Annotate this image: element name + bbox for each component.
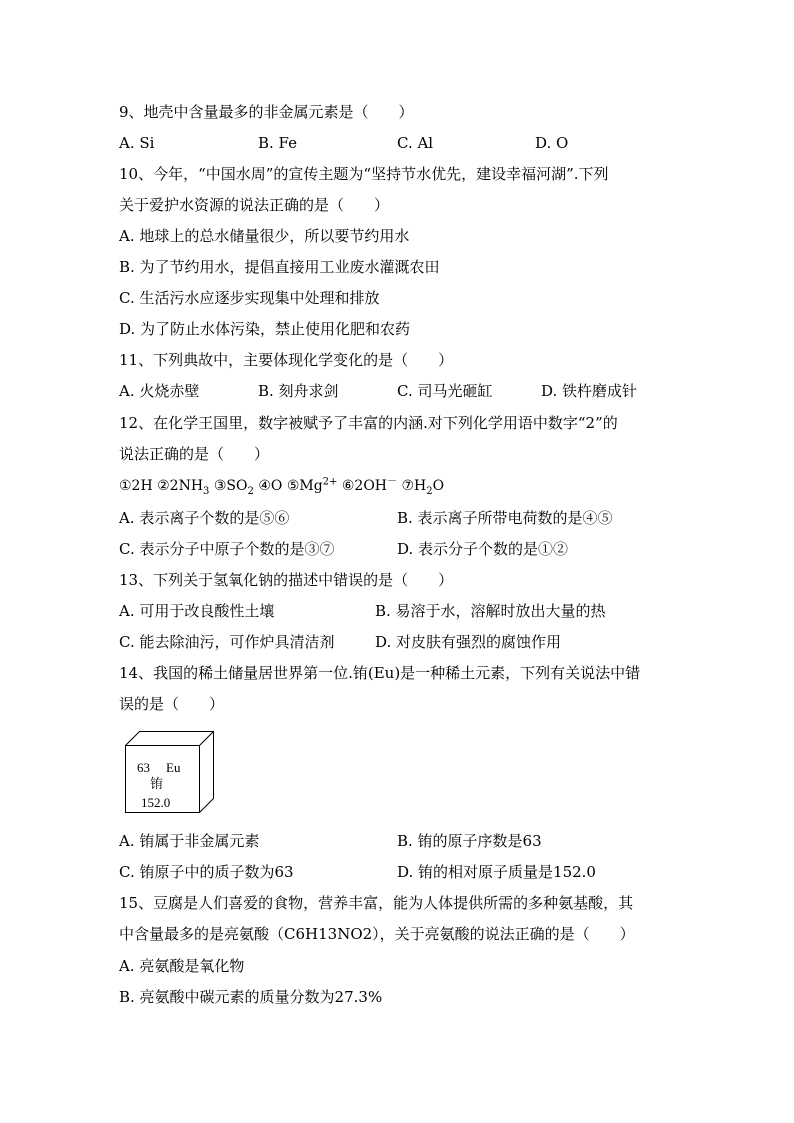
- q15-stem-line-1: 15、豆腐是人们喜爱的食物，营养丰富，能为人体提供所需的多种氨基酸，其: [119, 894, 634, 912]
- q11-option-b: B. 刻舟求剑: [258, 382, 339, 400]
- q11-option-c: C. 司马光砸缸: [397, 382, 493, 400]
- q10-option-d: D. 为了防止水体污染，禁止使用化肥和农药: [119, 320, 411, 338]
- q11-stem: 11、下列典故中，主要体现化学变化的是（ ）: [119, 351, 454, 369]
- q12-symbol-5: $⑤Mg^{2+}$: [286, 476, 338, 494]
- q12-symbol-3: $③SO_2$: [213, 478, 254, 497]
- q12-symbol-1: ①2H: [119, 478, 153, 494]
- q12-symbol-4: ④O: [258, 478, 283, 494]
- q10-stem-line-1: 10、今年，“中国水周”的宣传主题为“坚持节水优先，建设幸福河湖”.下列: [119, 165, 609, 183]
- q13-stem: 13、下列关于氢氧化钠的描述中错误的是（ ）: [119, 571, 454, 589]
- q14-option-a: A. 铕属于非金属元素: [119, 832, 260, 850]
- q12-symbol-7: $⑦H_2O$: [401, 478, 445, 497]
- element-card-atomic-number: 63: [137, 760, 150, 775]
- q14-option-b: B. 铕的原子序数是63: [397, 832, 542, 850]
- q9-option-b: B. Fe: [258, 134, 298, 152]
- q13-option-c: C. 能去除油污，可作炉具清洁剂: [119, 633, 335, 651]
- element-card-atomic-mass: 152.0: [141, 795, 171, 810]
- q11-option-a: A. 火烧赤壁: [119, 382, 200, 400]
- q13-option-a: A. 可用于改良酸性土壤: [119, 602, 275, 620]
- q12-stem-line-1: 12、在化学王国里，数字被赋予了丰富的内涵.对下列化学用语中数字“2”的: [119, 414, 618, 432]
- q9-option-d: D. O: [535, 134, 569, 152]
- q9-option-c: C. Al: [397, 134, 434, 152]
- q12-option-b: B. 表示离子所带电荷数的是④⑤: [397, 509, 613, 527]
- q15-option-a: A. 亮氨酸是氧化物: [119, 957, 245, 975]
- element-card-europium: [119, 729, 215, 821]
- q12-option-d: D. 表示分子个数的是①②: [397, 540, 569, 558]
- element-card-name: 铕: [150, 777, 164, 792]
- q10-stem-line-2: 关于爱护水资源的说法正确的是（ ）: [119, 196, 390, 214]
- q9-stem: 9、地壳中含量最多的非金属元素是（ ）: [119, 103, 414, 121]
- q14-option-c: C. 铕原子中的质子数为63: [119, 863, 294, 881]
- q9-option-a: A. Si: [119, 134, 155, 152]
- q12-symbol-2: $②2NH_3$: [157, 478, 210, 497]
- q14-option-d: D. 铕的相对原子质量是152.0: [397, 863, 596, 881]
- q10-option-a: A. 地球上的总水储量很少，所以要节约用水: [119, 227, 410, 245]
- q10-option-c: C. 生活污水应逐步实现集中处理和排放: [119, 289, 380, 307]
- q12-option-c: C. 表示分子中原子个数的是③⑦: [119, 540, 335, 558]
- q12-symbol-6: ⑥2OH－: [341, 476, 398, 494]
- q14-stem-line-2: 误的是（ ）: [119, 695, 225, 713]
- q12-stem-line-2: 说法正确的是（ ）: [119, 445, 270, 463]
- q11-option-d: D. 铁杵磨成针: [541, 382, 638, 400]
- q14-stem-line-1: 14、我国的稀土储量居世界第一位.铕(Eu)是一种稀土元素，下列有关说法中错: [119, 664, 641, 682]
- q10-option-b: B. 为了节约用水，提倡直接用工业废水灌溉农田: [119, 258, 440, 276]
- q13-option-d: D. 对皮肤有强烈的腐蚀作用: [375, 633, 562, 651]
- q12-symbol-list: [119, 476, 444, 496]
- q12-option-a: A. 表示离子个数的是⑤⑥: [119, 509, 290, 527]
- q13-option-b: B. 易溶于水，溶解时放出大量的热: [375, 602, 606, 620]
- q15-stem-line-2: 中含量最多的是亮氨酸（C6H13NO2），关于亮氨酸的说法正确的是（ ）: [119, 925, 635, 943]
- element-card-symbol: Eu: [166, 760, 181, 775]
- q15-option-b: B. 亮氨酸中碳元素的质量分数为27.3%: [119, 988, 383, 1006]
